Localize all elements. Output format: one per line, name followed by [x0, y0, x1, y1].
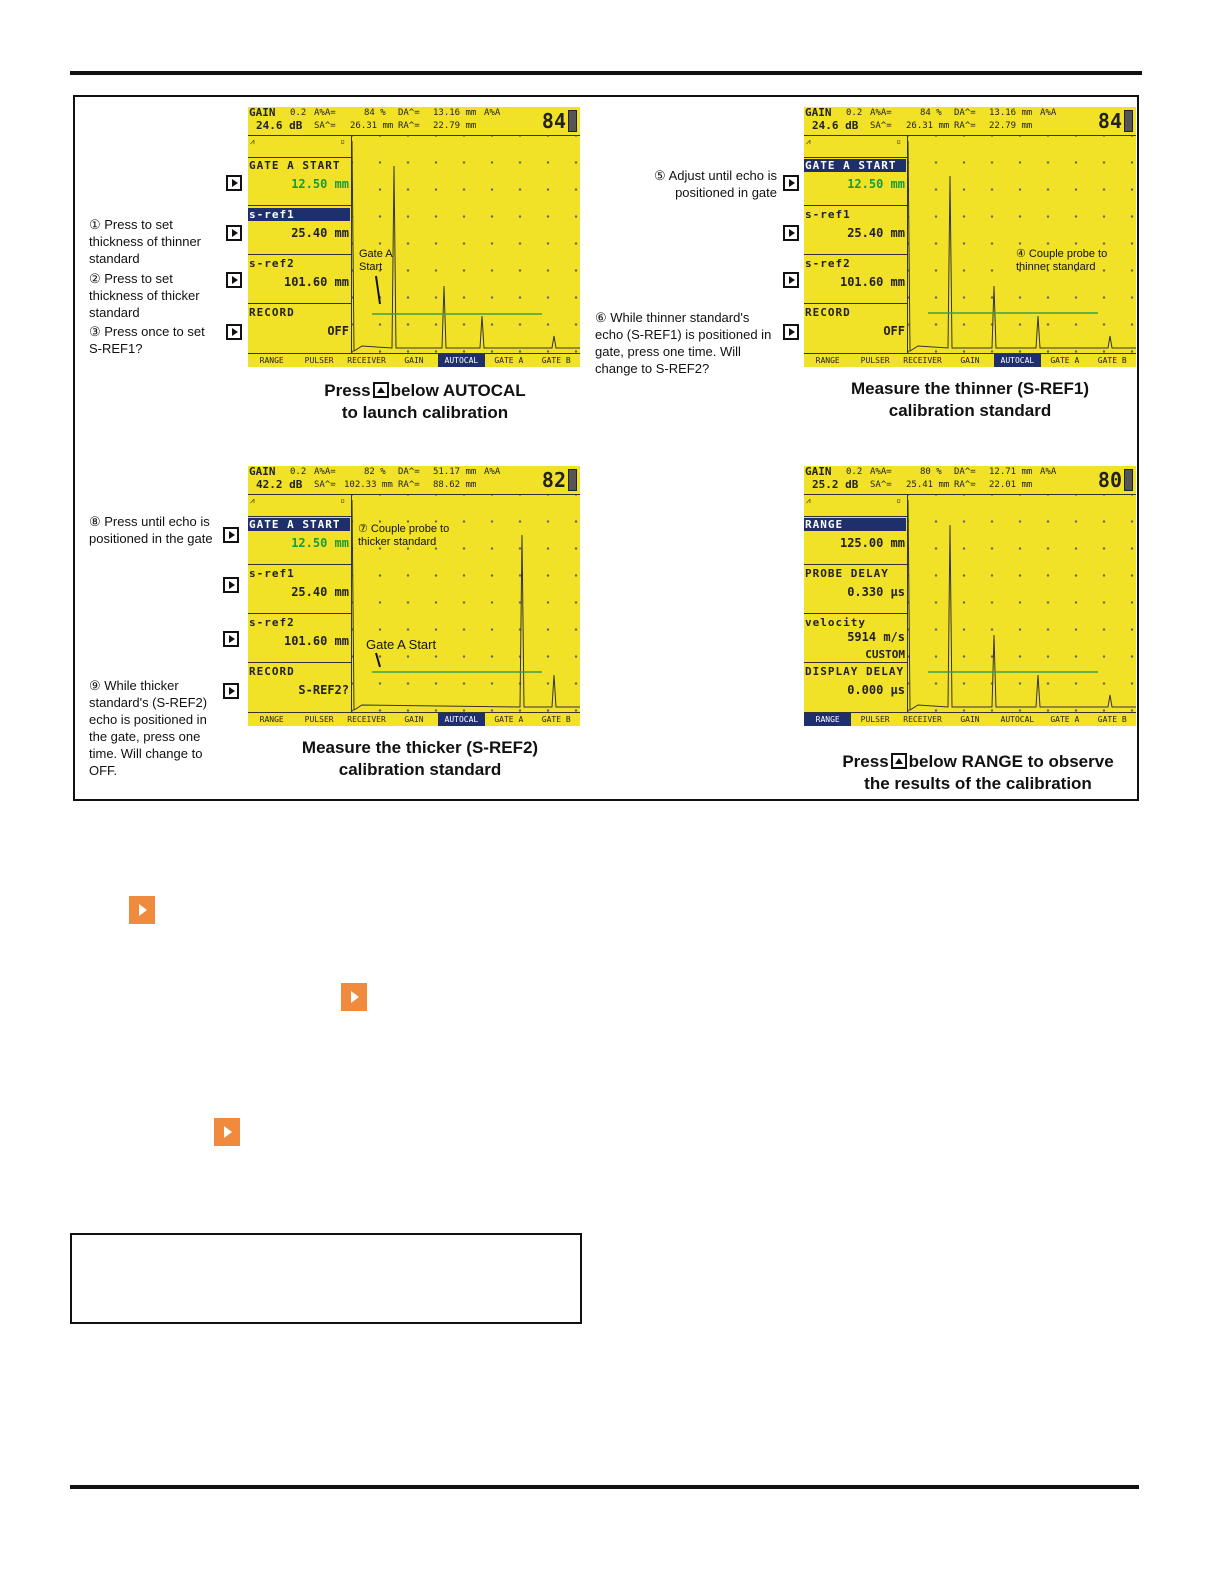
readout-label: SA^=	[314, 121, 336, 131]
param-label: RECORD	[249, 306, 295, 319]
readout-label: DA^=	[398, 467, 420, 477]
parameter-sidebar	[248, 494, 352, 712]
param-probe-delay[interactable]	[804, 565, 907, 614]
param-key-1-button[interactable]	[783, 175, 799, 191]
fkey-pulser[interactable]: PULSER	[304, 715, 334, 724]
caption-text: the results of the calibration	[864, 774, 1092, 793]
readout-label: SA^=	[870, 480, 892, 490]
param-key-4-button[interactable]	[226, 324, 242, 340]
param-value: 12.50 mm	[847, 177, 905, 191]
param-value: 12.50 mm	[291, 536, 349, 550]
lock-icon: ▫	[896, 137, 901, 146]
readout-label: A%A=	[870, 108, 892, 118]
fkey-gate-a[interactable]: GATE A	[494, 715, 524, 724]
readout-label: A%A	[484, 108, 501, 118]
gain-label: GAIN	[249, 466, 276, 478]
fkey-range[interactable]: RANGE	[804, 713, 851, 726]
param-s-ref1[interactable]	[248, 206, 351, 255]
param-value: 0.000 µs	[847, 683, 905, 697]
caption-text: below AUTOCAL	[390, 381, 526, 400]
screen-header	[248, 466, 580, 495]
fkey-gain[interactable]: GAIN	[960, 715, 980, 724]
readout-label: RA^=	[398, 121, 420, 131]
readout-value: 51.17 mm	[433, 467, 477, 477]
mode-icons	[804, 135, 907, 158]
caption-press: Press	[324, 381, 371, 400]
param-label: velocity	[805, 616, 866, 629]
readout-value: 22.01 mm	[989, 480, 1033, 490]
param-s-ref1[interactable]	[248, 565, 351, 614]
gain-label: GAIN	[249, 107, 276, 119]
screen-calibration-results	[804, 466, 1136, 726]
couple-thinner-annotation: ④ Couple probe to thinner standard	[1016, 248, 1108, 273]
param-label: s-ref2	[249, 257, 295, 270]
orange-arrow-key-icon	[129, 896, 155, 924]
param-value: OFF	[327, 324, 349, 338]
caption-text: below RANGE to observe	[908, 752, 1114, 771]
gain-step: 0.2	[290, 467, 307, 477]
fkey-range[interactable]: RANGE	[259, 715, 284, 724]
note-box	[70, 1233, 582, 1324]
gate-a-start-label: Gate A Start	[359, 248, 393, 273]
param-label: RECORD	[805, 306, 851, 319]
parameter-sidebar	[804, 135, 908, 353]
readout-value: 84 %	[920, 108, 942, 118]
annotation-step-5: ⑤ Adjust until echo is positioned in gate	[654, 168, 777, 200]
param-value-mode: CUSTOM	[865, 648, 905, 661]
a-scan-plot	[352, 136, 580, 353]
battery-icon	[1124, 110, 1133, 132]
readout-label: SA^=	[314, 480, 336, 490]
param-value: 12.50 mm	[291, 177, 349, 191]
gain-step: 0.2	[846, 467, 863, 477]
readout-value: 13.16 mm	[989, 108, 1033, 118]
gain-label: GAIN	[805, 466, 832, 478]
readout-label: RA^=	[954, 121, 976, 131]
parameter-sidebar	[248, 135, 352, 353]
param-value: 101.60 mm	[283, 275, 349, 289]
fkey-gain[interactable]: GAIN	[404, 356, 424, 365]
readout-label: A%A	[1040, 108, 1057, 118]
waveform-icon: ⩘	[250, 496, 255, 505]
function-key-bar	[248, 712, 580, 726]
readout-value: 26.31 mm	[906, 121, 950, 131]
param-value: 5914 m/s	[847, 630, 905, 644]
caption-measure-thinner	[820, 378, 1120, 422]
screen-header	[248, 107, 580, 136]
annotation-step-1: ① Press to set thickness of thinner standard	[89, 217, 202, 266]
caption-observe-results	[820, 751, 1136, 795]
a-scan-plot	[352, 495, 580, 712]
readout-value: 26.31 mm	[350, 121, 394, 131]
param-key-2-button[interactable]	[783, 225, 799, 241]
fkey-range[interactable]: RANGE	[815, 356, 840, 365]
gain-step: 0.2	[290, 108, 307, 118]
calibration-figure	[73, 95, 1139, 801]
param-key-1-button[interactable]	[226, 175, 242, 191]
waveform-icon: ⩘	[806, 137, 811, 146]
fkey-pulser[interactable]: PULSER	[860, 715, 890, 724]
lock-icon: ▫	[896, 496, 901, 505]
fkey-receiver[interactable]: RECEIVER	[347, 356, 386, 365]
param-value: 101.60 mm	[839, 275, 905, 289]
lock-icon: ▫	[340, 496, 345, 505]
lock-icon: ▫	[340, 137, 345, 146]
fkey-autocal[interactable]: AUTOCAL	[994, 354, 1041, 367]
param-value: 25.40 mm	[291, 226, 349, 240]
param-label: GATE A START	[804, 159, 906, 172]
param-label: PROBE DELAY	[805, 567, 889, 580]
screen-measure-thicker	[248, 466, 580, 726]
screen-autocal-start	[248, 107, 580, 367]
caption-launch-calibration	[275, 380, 575, 424]
param-label: RECORD	[249, 665, 295, 678]
gate-a-start-label: Gate A Start	[366, 637, 437, 652]
caption-measure-thicker	[265, 737, 575, 781]
param-key-4-button[interactable]	[223, 683, 239, 699]
gain-step: 0.2	[846, 108, 863, 118]
param-value: OFF	[883, 324, 905, 338]
waveform-trace	[908, 495, 1136, 712]
caption-text: calibration standard	[888, 401, 1052, 420]
fkey-pulser[interactable]: PULSER	[860, 356, 890, 365]
param-key-3-button[interactable]	[226, 272, 242, 288]
param-gate-a-start[interactable]	[248, 516, 351, 565]
gain-db: 24.6 dB	[812, 119, 859, 132]
fkey-gain[interactable]: GAIN	[960, 356, 980, 365]
fkey-gate-b[interactable]: GATE B	[1097, 715, 1127, 724]
annotation-step-2: ② Press to set thickness of thicker standard	[89, 271, 200, 320]
readout-value: 12.71 mm	[989, 467, 1033, 477]
caption-text: calibration standard	[338, 760, 502, 779]
param-label: s-ref1	[249, 567, 295, 580]
orange-arrow-key-icon	[214, 1118, 240, 1146]
waveform-icon: ⩘	[806, 496, 811, 505]
readout-label: DA^=	[398, 108, 420, 118]
param-label: GATE A START	[249, 159, 341, 172]
param-label: GATE A START	[248, 518, 350, 531]
caption-text: Measure the thicker (S-REF2)	[301, 738, 539, 757]
param-key-4-button[interactable]	[783, 324, 799, 340]
param-record[interactable]	[804, 304, 907, 352]
readout-value: 84 %	[364, 108, 386, 118]
param-key-3-button[interactable]	[783, 272, 799, 288]
fkey-gate-a[interactable]: GATE A	[1050, 715, 1080, 724]
param-key-2-button[interactable]	[223, 577, 239, 593]
function-key-bar	[804, 712, 1136, 726]
a-scan-plot	[908, 495, 1136, 712]
mode-icons	[248, 135, 351, 158]
param-value: 25.40 mm	[847, 226, 905, 240]
gain-db: 25.2 dB	[812, 478, 859, 491]
fkey-gate-a[interactable]: GATE A	[1050, 356, 1080, 365]
param-label: s-ref2	[805, 257, 851, 270]
annotation-step-6: ⑥ While thinner standard's echo (S-REF1) is positioned in gate, press one time. Will change to S-REF2?	[595, 310, 772, 376]
screen-header	[804, 466, 1136, 495]
readout-label: RA^=	[398, 480, 420, 490]
param-label: RANGE	[804, 518, 906, 531]
param-key-3-button[interactable]	[223, 631, 239, 647]
param-value: S-REF2?	[298, 683, 349, 697]
caption-text: Measure the thinner (S-REF1)	[850, 379, 1090, 398]
readout-value: 88.62 mm	[433, 480, 477, 490]
amplitude-readout: 80	[1097, 468, 1122, 492]
orange-arrow-key-icon	[341, 983, 367, 1011]
param-s-ref2[interactable]	[804, 255, 907, 304]
function-key-bar	[804, 353, 1136, 367]
parameter-sidebar	[804, 494, 908, 712]
param-label: s-ref2	[249, 616, 295, 629]
readout-value: 22.79 mm	[433, 121, 477, 131]
fkey-receiver[interactable]: RECEIVER	[903, 715, 942, 724]
fkey-receiver[interactable]: RECEIVER	[903, 356, 942, 365]
fkey-receiver[interactable]: RECEIVER	[347, 715, 386, 724]
param-record[interactable]	[248, 663, 351, 711]
readout-label: A%A=	[314, 467, 336, 477]
param-range[interactable]	[804, 516, 907, 565]
top-rule	[70, 71, 1142, 75]
param-label: s-ref1	[248, 208, 350, 221]
gain-label: GAIN	[805, 107, 832, 119]
param-value: 0.330 µs	[847, 585, 905, 599]
fkey-gate-b[interactable]: GATE B	[541, 356, 571, 365]
amplitude-readout: 84	[1097, 109, 1122, 133]
readout-value: 25.41 mm	[906, 480, 950, 490]
readout-value: 13.16 mm	[433, 108, 477, 118]
caption-text: to launch calibration	[341, 403, 509, 422]
param-value: 25.40 mm	[291, 585, 349, 599]
amplitude-readout: 84	[541, 109, 566, 133]
param-value: 125.00 mm	[839, 536, 905, 550]
param-gate-a-start[interactable]	[804, 157, 907, 206]
readout-value: 80 %	[920, 467, 942, 477]
param-s-ref1[interactable]	[804, 206, 907, 255]
fkey-gate-b[interactable]: GATE B	[1097, 356, 1127, 365]
fkey-autocal[interactable]: AUTOCAL	[438, 713, 485, 726]
param-s-ref2[interactable]	[248, 255, 351, 304]
fkey-autocal[interactable]: AUTOCAL	[1000, 715, 1035, 724]
readout-value: 22.79 mm	[989, 121, 1033, 131]
readout-label: DA^=	[954, 467, 976, 477]
waveform-icon: ⩘	[250, 137, 255, 146]
param-velocity[interactable]	[804, 614, 907, 663]
waveform-trace	[352, 136, 580, 353]
fkey-range[interactable]: RANGE	[259, 356, 284, 365]
up-arrow-key-icon	[891, 753, 907, 769]
bottom-rule	[70, 1485, 1139, 1489]
param-record[interactable]	[248, 304, 351, 352]
readout-label: RA^=	[954, 480, 976, 490]
readout-value: 102.33 mm	[344, 480, 393, 490]
screen-header	[804, 107, 1136, 136]
waveform-trace	[908, 136, 1136, 353]
fkey-gate-b[interactable]: GATE B	[541, 715, 571, 724]
function-key-bar	[248, 353, 580, 367]
battery-icon	[1124, 469, 1133, 491]
battery-icon	[568, 110, 577, 132]
fkey-autocal[interactable]: AUTOCAL	[438, 354, 485, 367]
readout-label: A%A=	[870, 467, 892, 477]
param-label: s-ref1	[805, 208, 851, 221]
param-label: DISPLAY DELAY	[805, 665, 905, 678]
a-scan-plot	[908, 136, 1136, 353]
readout-label: SA^=	[870, 121, 892, 131]
readout-value: 82 %	[364, 467, 386, 477]
param-s-ref2[interactable]	[248, 614, 351, 663]
param-display-delay[interactable]	[804, 663, 907, 711]
readout-label: DA^=	[954, 108, 976, 118]
annotation-step-8: ⑧ Press until echo is positioned in the gate	[89, 514, 213, 546]
readout-label: A%A=	[314, 108, 336, 118]
annotation-step-9: ⑨ While thicker standard's (S-REF2) echo is positioned in the gate, press one time. Will change to OFF.	[89, 678, 208, 778]
gain-db: 24.6 dB	[256, 119, 303, 132]
gain-db: 42.2 dB	[256, 478, 303, 491]
mode-icons	[804, 494, 907, 517]
screen-measure-thinner	[804, 107, 1136, 367]
annotation-step-3: ③ Press once to set S-REF1?	[89, 324, 205, 356]
param-key-2-button[interactable]	[226, 225, 242, 241]
fkey-pulser[interactable]: PULSER	[304, 356, 334, 365]
param-key-1-button[interactable]	[223, 527, 239, 543]
param-gate-a-start[interactable]	[248, 157, 351, 206]
up-arrow-key-icon	[373, 382, 389, 398]
battery-icon	[568, 469, 577, 491]
amplitude-readout: 82	[541, 468, 566, 492]
caption-press: Press	[842, 752, 889, 771]
readout-label: A%A	[1040, 467, 1057, 477]
mode-icons	[248, 494, 351, 517]
fkey-gain[interactable]: GAIN	[404, 715, 424, 724]
param-value: 101.60 mm	[283, 634, 349, 648]
fkey-gate-a[interactable]: GATE A	[494, 356, 524, 365]
couple-thicker-annotation: ⑦ Couple probe to thicker standard	[358, 523, 450, 548]
readout-label: A%A	[484, 467, 501, 477]
